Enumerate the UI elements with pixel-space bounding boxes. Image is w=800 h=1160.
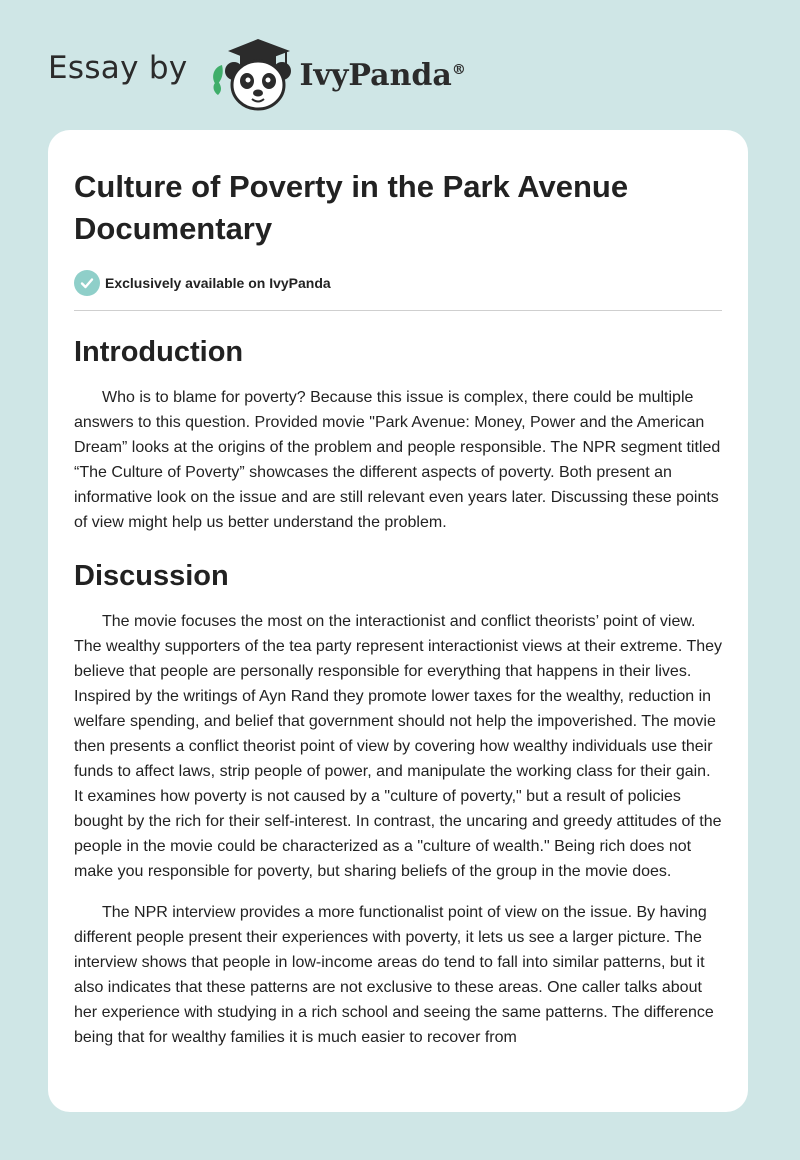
paragraph: The NPR interview provides a more functionalist point of view on the issue. By having different people present their experiences with poverty, it lets us see a larger picture. The interview shows that people in low-income areas do tend to fall into similar patterns, but it also indicates that these patterns are not exclusive to these areas. One caller talks about her experience with studying in a rich school and seeing the same patterns. The difference being that for wealthy families it is much easier to recover from: [74, 904, 714, 1046]
check-icon: [74, 270, 100, 296]
exclusive-badge: [74, 270, 722, 311]
paragraph: Who is to blame for poverty? Because this issue is complex, there could be multiple answers to this question. Provided movie "Park Avenue: Money, Power and the American Dream” looks at the origins of the problem and people responsible. The NPR segment titled “The Culture of Poverty” showcases the different aspects of poverty. Both present an informative look on the issue and are still relevant even years later. Discussing these points of view might help us better understand the problem.: [74, 389, 721, 531]
essay-by-label: Essay by: [48, 50, 188, 86]
brand-name[interactable]: IvyPanda®: [299, 57, 466, 93]
essay-card: [48, 130, 748, 1112]
essay-title: Culture of Poverty in the Park Avenue Documentary: [74, 169, 629, 246]
exclusive-label: Exclusively available on IvyPanda: [105, 275, 331, 291]
section-heading-discussion: Discussion: [74, 560, 229, 592]
paragraph: The movie focuses the most on the interactionist and conflict theorists’ point of view. The wealthy supporters of the tea party represent interactionist views at their extreme. They believe that people are personally responsible for everything that happens in their lives. Inspired by the writings of Ayn Rand they promote lower taxes for the wealthy, reduction in welfare spending, and belief that government should not help the impoverished. The movie then presents a conflict theorist point of view by covering how wealthy individuals use their funds to affect laws, strip people of power, and manipulate the working class for their gain. It examines how poverty is not caused by a "culture of poverty," but a result of policies bought by the rich for their self-interest. In contrast, the uncaring and greedy attitudes of the people in the movie could be characterized as a "culture of wealth." Being rich does not make you responsible for poverty, but sharing beliefs of the group in the movie does.: [74, 613, 723, 880]
site-header: [48, 28, 748, 118]
section-heading-introduction: Introduction: [74, 336, 244, 368]
panda-logo-icon[interactable]: [206, 33, 296, 113]
